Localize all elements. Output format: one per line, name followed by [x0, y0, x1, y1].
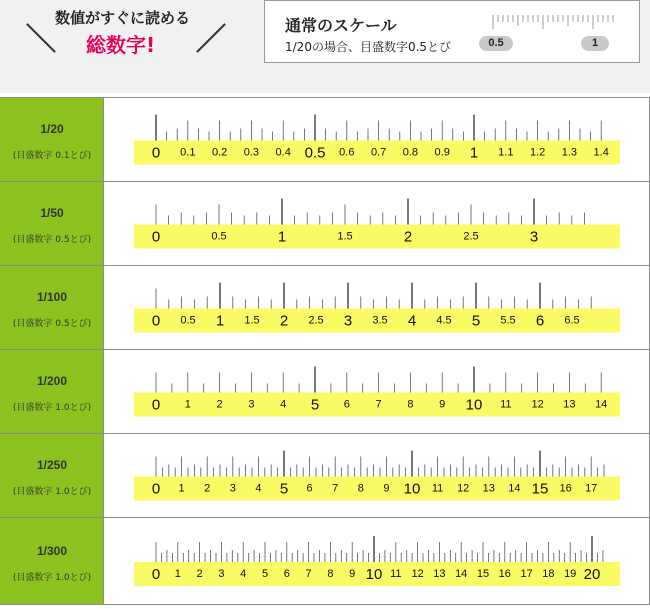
- ruler-number-label: 10: [365, 566, 383, 583]
- ruler-number-label: 18: [542, 568, 555, 580]
- table-row: [0, 182, 650, 265]
- ruler-number-label: 11: [390, 568, 402, 580]
- ruler-number-label: 6: [306, 482, 313, 495]
- ruler-number-label: 5: [261, 568, 269, 580]
- ruler-number-label: 3: [248, 398, 255, 411]
- ruler-number-label: 0: [151, 312, 161, 330]
- ruler-number-label: 1: [277, 228, 287, 246]
- scale-step-note: (目盛数字 0.5とび): [12, 235, 92, 245]
- scale-ratio: 1/200: [36, 374, 68, 388]
- scale-ratio: 1/20: [40, 122, 64, 136]
- scale-ratio: 1/250: [36, 458, 68, 472]
- ruler-number-label: 1.3: [561, 146, 578, 159]
- normal-scale-pill-0-5: 0.5: [479, 36, 513, 51]
- ruler-number-label: 0.4: [275, 146, 291, 159]
- normal-scale-description: 1/20の場合、目盛数字0.5とび: [285, 40, 452, 54]
- scale-step-note: (目盛数字 1.0とび): [12, 403, 92, 413]
- ruler-number-label: 2.5: [463, 230, 479, 243]
- scale-step-note: (目盛数字 0.1とび): [12, 151, 92, 161]
- ruler-number-label: 15: [476, 568, 490, 580]
- header-banner: [0, 0, 650, 93]
- ruler-number-label: 11: [431, 482, 444, 495]
- ruler-cell: [104, 98, 650, 181]
- right-slash-decoration: [196, 23, 226, 53]
- headline-text: 数値がすぐに読める: [55, 9, 191, 27]
- ruler-number-label: 8: [407, 398, 414, 411]
- scale-comparison-table: [0, 97, 650, 605]
- ruler-number-label: 4: [240, 568, 247, 580]
- ruler-number-label: 4: [255, 482, 262, 495]
- ruler-number-label: 13: [433, 568, 446, 580]
- ruler-number-label: 1.4: [593, 146, 609, 159]
- ruler-number-label: 15: [531, 480, 549, 498]
- ruler-number-label: 0: [151, 480, 161, 498]
- ruler-number-label: 3.5: [372, 314, 388, 327]
- ruler-number-label: 4: [280, 398, 287, 411]
- ruler-number-label: 1.5: [337, 230, 353, 243]
- scale-label-cell: [0, 182, 104, 265]
- ruler-number-label: 0.6: [339, 146, 355, 159]
- ruler-number-label: 1: [469, 144, 479, 162]
- ruler-number-label: 2: [279, 312, 289, 330]
- ruler-cell: [104, 350, 650, 433]
- ruler-1-250: [104, 434, 650, 517]
- ruler-cell: [104, 518, 650, 604]
- ruler-number-label: 12: [531, 398, 544, 411]
- ruler-number-label: 19: [564, 568, 577, 580]
- ruler-1-50: [104, 182, 650, 265]
- ruler-number-label: 6.5: [564, 314, 580, 327]
- ruler-number-label: 5: [310, 396, 320, 414]
- ruler-number-label: 2: [204, 482, 211, 495]
- ruler-number-label: 1.2: [529, 146, 546, 159]
- scale-step-note: (目盛数字 1.0とび): [12, 573, 92, 583]
- ruler-number-label: 1: [174, 568, 181, 580]
- ruler-cell: [104, 182, 650, 265]
- ruler-number-label: 12: [411, 568, 424, 580]
- ruler-number-label: 20: [583, 566, 601, 583]
- ruler-1-100: [104, 266, 650, 349]
- ruler-number-label: 4: [407, 312, 417, 330]
- ruler-number-label: 13: [482, 482, 495, 495]
- ruler-1-20: [104, 98, 650, 181]
- ruler-number-label: 5: [279, 480, 289, 498]
- ruler-cell: [104, 266, 650, 349]
- ruler-number-label: 0: [151, 566, 161, 583]
- ruler-number-label: 13: [563, 398, 576, 411]
- ruler-number-label: 2: [216, 398, 223, 411]
- normal-scale-title: 通常のスケール: [285, 16, 397, 35]
- ruler-number-label: 2: [196, 568, 203, 580]
- ruler-number-label: 8: [327, 568, 334, 580]
- ruler-number-label: 7: [375, 398, 382, 411]
- ruler-number-label: 1: [184, 398, 191, 411]
- ruler-number-label: 16: [498, 568, 511, 580]
- scale-label-cell: [0, 518, 104, 604]
- ruler-number-label: 0.1: [180, 146, 196, 159]
- ruler-number-label: 7: [305, 568, 312, 580]
- table-row: [0, 266, 650, 349]
- ruler-number-label: 0: [151, 144, 161, 162]
- scale-step-note: (目盛数字 0.5とび): [12, 319, 92, 329]
- ruler-number-label: 0.5: [211, 230, 227, 243]
- ruler-number-label: 17: [585, 482, 598, 495]
- headline-highlight: 総数字!: [86, 33, 156, 57]
- scale-label-cell: [0, 266, 104, 349]
- ruler-number-label: 0.3: [243, 146, 260, 159]
- ruler-number-label: 3: [529, 228, 539, 246]
- table-row: [0, 518, 650, 604]
- ruler-number-label: 0.8: [402, 146, 419, 159]
- ruler-number-label: 0.7: [370, 146, 387, 159]
- normal-scale-pill-1: 1: [581, 36, 609, 51]
- scale-ratio: 1/50: [40, 206, 64, 220]
- scale-label-cell: [0, 350, 104, 433]
- scale-label-cell: [0, 434, 104, 517]
- ruler-number-label: 10: [403, 480, 421, 498]
- normal-scale-ruler-icon: [265, 1, 639, 62]
- scale-step-note: (目盛数字 1.0とび): [12, 487, 92, 497]
- ruler-number-label: 14: [595, 398, 608, 411]
- ruler-number-label: 0.5: [304, 144, 326, 162]
- ruler-number-label: 1.5: [244, 314, 260, 327]
- ruler-number-label: 8: [357, 482, 364, 495]
- ruler-1-200: [104, 350, 650, 433]
- ruler-number-label: 2: [403, 228, 413, 246]
- ruler-number-label: 16: [559, 482, 572, 495]
- ruler-number-label: 6: [283, 568, 290, 580]
- ruler-number-label: 2.5: [308, 314, 324, 327]
- scale-label-cell: [0, 98, 104, 181]
- ruler-number-label: 1.1: [498, 146, 514, 159]
- ruler-number-label: 9: [383, 482, 390, 495]
- ruler-cell: [104, 434, 650, 517]
- ruler-number-label: 0.5: [180, 314, 196, 327]
- ruler-number-label: 11: [500, 398, 512, 411]
- ruler-number-label: 14: [508, 482, 521, 495]
- scale-ratio: 1/300: [36, 544, 68, 558]
- ruler-number-label: 3: [229, 482, 236, 495]
- ruler-number-label: 9: [439, 398, 446, 411]
- ruler-number-label: 9: [349, 568, 356, 580]
- ruler-number-label: 5.5: [500, 314, 516, 327]
- ruler-number-label: 0: [151, 396, 161, 414]
- ruler-1-300: [104, 518, 650, 604]
- ruler-tape: [134, 225, 620, 249]
- ruler-number-label: 17: [520, 568, 533, 580]
- ruler-number-label: 1: [178, 482, 185, 495]
- ruler-number-label: 0: [151, 228, 161, 246]
- normal-scale-box: [264, 0, 640, 63]
- ruler-number-label: 5: [471, 312, 481, 330]
- table-row: [0, 98, 650, 181]
- ruler-number-label: 6: [343, 398, 350, 411]
- ruler-number-label: 3: [218, 568, 225, 580]
- table-row: [0, 350, 650, 433]
- left-slash-decoration: [26, 23, 56, 53]
- table-row: [0, 434, 650, 517]
- ruler-number-label: 7: [332, 482, 339, 495]
- ruler-number-label: 10: [465, 396, 483, 414]
- ruler-number-label: 1: [215, 312, 225, 330]
- ruler-number-label: 0.9: [434, 146, 450, 159]
- ruler-number-label: 12: [457, 482, 470, 495]
- ruler-number-label: 4.5: [436, 314, 452, 327]
- scale-ratio: 1/100: [36, 290, 68, 304]
- ruler-number-label: 14: [455, 568, 468, 580]
- ruler-number-label: 3: [343, 312, 353, 330]
- ruler-number-label: 6: [535, 312, 545, 330]
- ruler-number-label: 0.2: [211, 146, 228, 159]
